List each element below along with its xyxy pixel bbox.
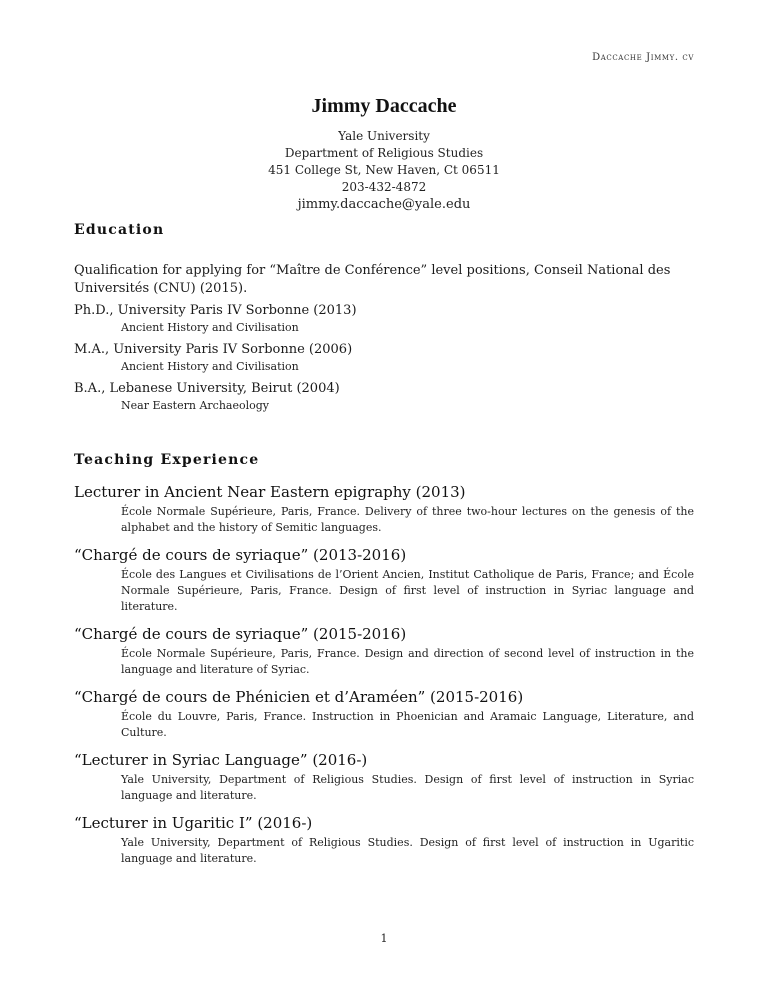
email-link[interactable]: jimmy.daccache@yale.edu	[297, 197, 471, 212]
department: Department of Religious Studies	[284, 146, 484, 160]
teaching-item	[74, 482, 694, 536]
running-head-name: Daccache Jimmy	[592, 52, 675, 63]
degree-title: M.A., University Paris IV Sorbonne (2006)	[74, 342, 353, 357]
page-number: 1	[380, 932, 388, 945]
teaching-description: École Normale Supérieure, Paris, France. Delivery of three two-hour lectures on the genesis of the alphabet and the history of Semitic languages.	[121, 505, 694, 534]
teaching-title: “Lecturer in Ugaritic I” (2016-)	[74, 814, 313, 832]
degree-field: Ancient History and Civilisation	[121, 360, 299, 373]
teaching-item	[74, 687, 694, 741]
teaching-description: École du Louvre, Paris, France. Instruction in Phoenician and Aramaic Language, Literature, and Culture.	[121, 710, 694, 739]
degree-title: B.A., Lebanese University, Beirut (2004)	[74, 381, 340, 396]
teaching-item	[74, 813, 694, 867]
degree-field: Near Eastern Archaeology	[121, 399, 269, 412]
institution: Yale University	[338, 129, 430, 143]
education-item	[74, 380, 694, 413]
teaching-item	[74, 750, 694, 804]
teaching-description: Yale University, Department of Religious Studies. Design of first level of instruction in Syriac language and literature.	[121, 773, 694, 802]
contact-header	[0, 95, 768, 213]
author-name: Jimmy Daccache	[311, 95, 457, 117]
teaching-title: “Lecturer in Syriac Language” (2016-)	[74, 751, 368, 769]
street-address: 451 College St, New Haven, Ct 06511	[268, 163, 500, 177]
teaching-list	[74, 482, 694, 876]
running-head-suffix: . cv	[674, 52, 694, 63]
degree-field: Ancient History and Civilisation	[121, 321, 299, 334]
qualification-text: Qualification for applying for “Maître de Conférence” level positions, Conseil National des Universités (CNU) (2015).	[74, 263, 671, 296]
teaching-description: Yale University, Department of Religious Studies. Design of first level of instruction in Ugaritic language and literature.	[121, 836, 694, 865]
running-head	[592, 52, 694, 63]
teaching-title: Lecturer in Ancient Near Eastern epigraphy (2013)	[74, 483, 466, 501]
teaching-item	[74, 624, 694, 678]
teaching-title: “Chargé de cours de Phénicien et d’Araméen” (2015-2016)	[74, 688, 524, 706]
teaching-title: “Chargé de cours de syriaque” (2013-2016)	[74, 546, 407, 564]
teaching-description: École Normale Supérieure, Paris, France. Design and direction of second level of instruction in the language and literature of Syriac.	[121, 647, 694, 676]
teaching-title: “Chargé de cours de syriaque” (2015-2016)	[74, 625, 407, 643]
degree-title: Ph.D., University Paris IV Sorbonne (2013)	[74, 303, 357, 318]
teaching-description: École des Langues et Civilisations de l’Orient Ancien, Institut Catholique de Paris, France; and École Normale Supérieure, Paris, France. Design of first level of instruction in Syriac language and literature.	[121, 568, 694, 613]
teaching-item	[74, 545, 694, 615]
education-list	[74, 262, 694, 419]
phone-number: 203-432-4872	[341, 180, 427, 194]
education-item	[74, 341, 694, 374]
teaching-heading: Teaching Experience	[74, 452, 260, 468]
education-heading: Education	[74, 222, 165, 238]
education-item	[74, 302, 694, 335]
